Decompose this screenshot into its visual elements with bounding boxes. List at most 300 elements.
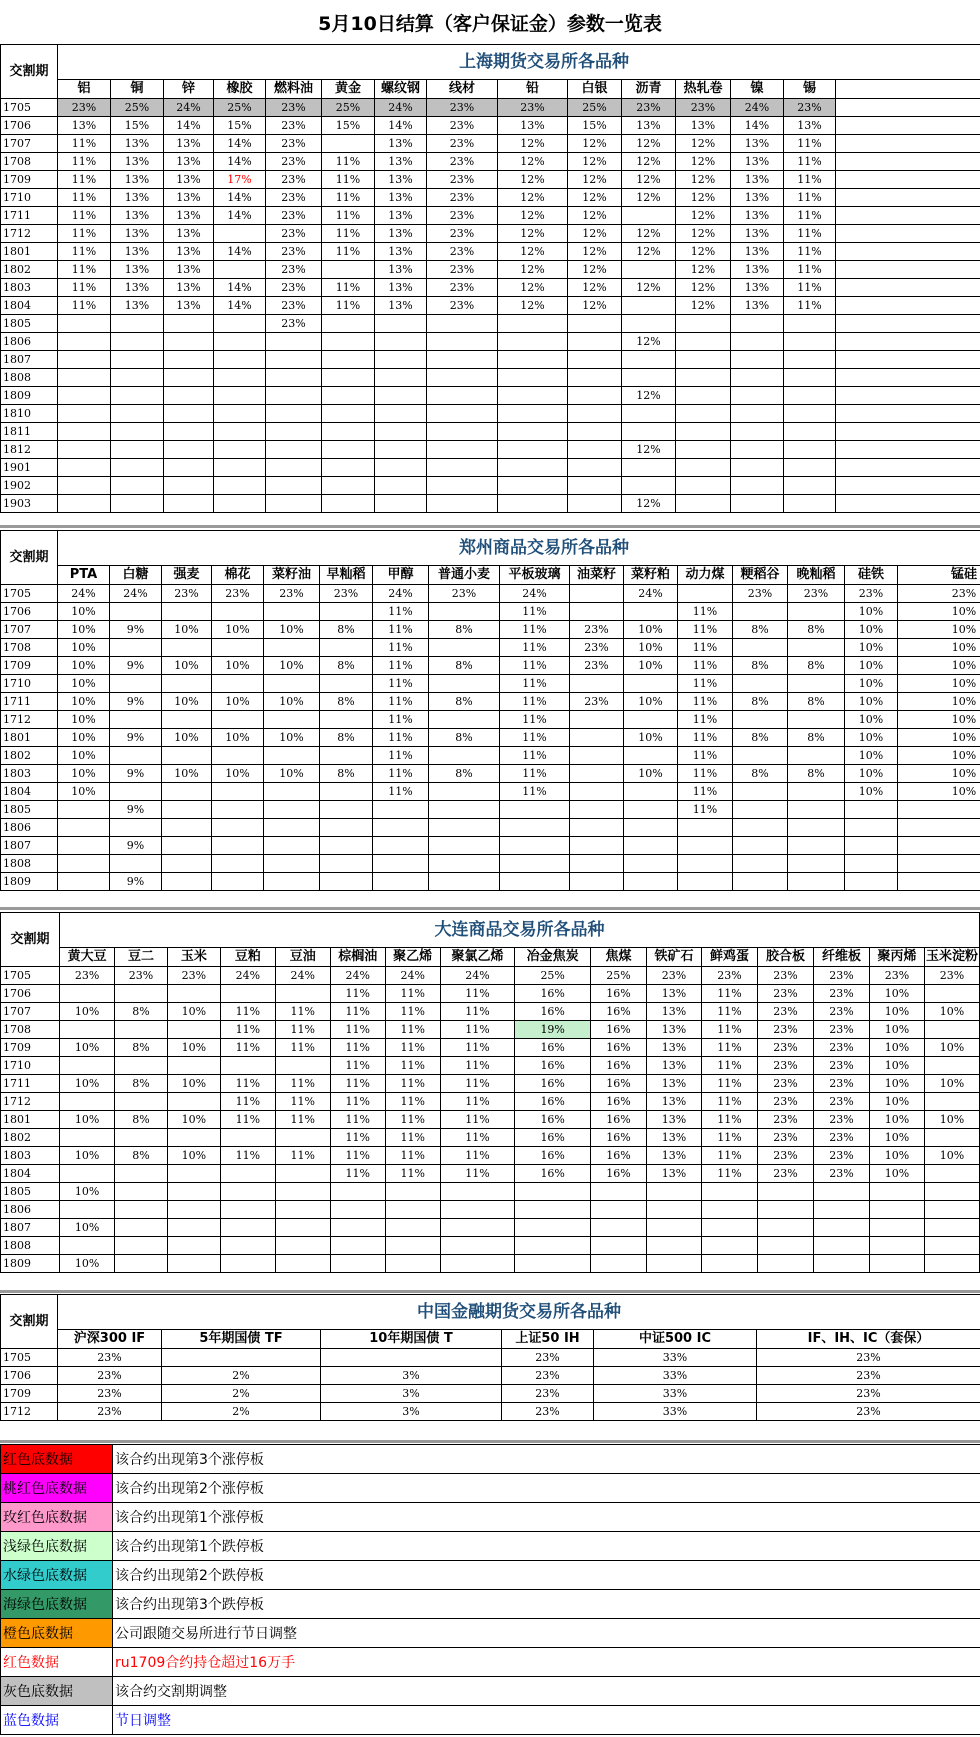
margin-rate-cell: 23% (869, 967, 924, 985)
margin-rate-cell: 33% (594, 1385, 757, 1403)
delivery-month: 1705 (1, 1349, 58, 1367)
margin-rate-cell (898, 819, 980, 837)
margin-rate-cell: 25% (591, 967, 647, 985)
table-row (1, 1385, 980, 1403)
delivery-month: 1803 (1, 279, 58, 297)
delivery-month: 1709 (1, 657, 58, 675)
margin-rate-cell: 12% (568, 189, 622, 207)
margin-rate-cell (731, 315, 784, 333)
margin-rate-cell (385, 1183, 440, 1201)
delivery-month: 1903 (1, 495, 58, 513)
margin-rate-cell: 33% (594, 1349, 757, 1367)
margin-rate-cell (214, 477, 266, 495)
product-name: 5年期国债 TF (162, 1330, 321, 1349)
margin-rate-cell: 14% (214, 279, 266, 297)
margin-rate-cell: 23% (427, 135, 498, 153)
margin-rate-cell: 23% (58, 1367, 162, 1385)
margin-rate-cell (115, 1219, 168, 1237)
margin-rate-cell (167, 1129, 220, 1147)
delivery-month: 1804 (1, 1165, 60, 1183)
margin-rate-cell: 10% (58, 603, 110, 621)
delivery-month: 1804 (1, 783, 58, 801)
margin-rate-cell: 13% (375, 207, 427, 225)
margin-rate-cell: 12% (498, 171, 568, 189)
margin-rate-cell: 23% (264, 585, 320, 603)
margin-rate-cell: 11% (678, 603, 733, 621)
margin-rate-cell (622, 477, 676, 495)
margin-rate-cell (568, 333, 622, 351)
margin-rate-cell: 10% (624, 621, 678, 639)
table-row (1, 1367, 980, 1385)
margin-rate-cell (591, 1183, 647, 1201)
margin-rate-cell (58, 801, 110, 819)
table-row (1, 243, 980, 261)
delivery-month: 1810 (1, 405, 58, 423)
delivery-month: 1812 (1, 441, 58, 459)
margin-rate-cell: 11% (678, 729, 733, 747)
margin-rate-cell: 11% (784, 153, 836, 171)
margin-rate-cell: 12% (676, 243, 731, 261)
margin-rate-cell (220, 1255, 275, 1273)
margin-rate-cell (115, 1255, 168, 1273)
margin-rate-cell: 10% (624, 693, 678, 711)
margin-rate-cell: 23% (427, 297, 498, 315)
margin-rate-cell: 16% (591, 1093, 647, 1111)
margin-rate-cell (58, 495, 111, 513)
margin-rate-cell: 12% (676, 189, 731, 207)
margin-rate-cell (845, 801, 898, 819)
margin-rate-cell: 13% (58, 117, 111, 135)
margin-rate-cell (624, 819, 678, 837)
margin-rate-cell (788, 603, 845, 621)
margin-rate-cell (320, 603, 373, 621)
margin-rate-cell (624, 603, 678, 621)
product-name: 锰硅 (898, 566, 980, 585)
margin-rate-cell: 23% (813, 1003, 869, 1021)
margin-rate-cell: 13% (164, 207, 214, 225)
margin-rate-cell: 23% (757, 1093, 813, 1111)
legend-description: 该合约交割期调整 (113, 1677, 980, 1706)
margin-rate-cell: 14% (214, 297, 266, 315)
margin-rate-cell: 8% (320, 765, 373, 783)
margin-rate-cell: 10% (58, 693, 110, 711)
margin-rate-cell: 12% (498, 207, 568, 225)
margin-rate-cell: 23% (757, 1165, 813, 1183)
margin-rate-cell (500, 801, 570, 819)
margin-rate-cell: 10% (624, 729, 678, 747)
margin-rate-cell: 10% (898, 765, 980, 783)
delivery-period-header: 交割期 (1, 531, 58, 585)
margin-rate-cell (898, 873, 980, 891)
margin-rate-cell: 10% (60, 1147, 115, 1165)
margin-rate-cell (373, 801, 429, 819)
margin-rate-cell (60, 1201, 115, 1219)
shfe-table-block (0, 44, 980, 513)
margin-rate-cell: 11% (701, 1129, 757, 1147)
margin-rate-cell (788, 675, 845, 693)
margin-rate-cell (498, 369, 568, 387)
margin-rate-cell (788, 837, 845, 855)
margin-rate-cell (214, 315, 266, 333)
margin-rate-cell: 10% (60, 1075, 115, 1093)
margin-rate-cell: 10% (60, 1039, 115, 1057)
delivery-month: 1809 (1, 873, 58, 891)
margin-rate-cell: 11% (678, 711, 733, 729)
margin-rate-cell: 24% (330, 967, 385, 985)
margin-rate-cell (924, 1021, 979, 1039)
table-row (1, 585, 980, 603)
margin-rate-cell: 8% (733, 693, 788, 711)
margin-rate-cell: 13% (731, 297, 784, 315)
margin-rate-cell: 11% (58, 279, 111, 297)
margin-rate-cell (375, 369, 427, 387)
margin-rate-cell (266, 369, 322, 387)
margin-rate-cell (429, 711, 500, 729)
margin-rate-cell (58, 819, 110, 837)
legend-description: 该合约出现第3个涨停板 (113, 1445, 980, 1474)
margin-rate-cell: 12% (568, 225, 622, 243)
margin-rate-cell (788, 639, 845, 657)
margin-rate-cell: 23% (733, 585, 788, 603)
margin-rate-cell (498, 423, 568, 441)
margin-rate-cell: 23% (266, 261, 322, 279)
table-row (1, 441, 980, 459)
margin-rate-cell: 24% (58, 585, 110, 603)
product-name: 豆粕 (220, 948, 275, 967)
margin-rate-cell: 25% (515, 967, 591, 985)
empty-cell (836, 315, 980, 333)
margin-rate-cell: 12% (676, 225, 731, 243)
margin-rate-cell: 16% (591, 1165, 647, 1183)
margin-rate-cell: 11% (58, 243, 111, 261)
empty-cell (836, 225, 980, 243)
margin-rate-cell (264, 711, 320, 729)
legend-description: 节日调整 (113, 1706, 980, 1735)
margin-rate-cell: 24% (624, 585, 678, 603)
margin-rate-cell: 11% (701, 1021, 757, 1039)
margin-rate-cell: 13% (111, 261, 164, 279)
margin-rate-cell (212, 675, 264, 693)
margin-rate-cell (498, 387, 568, 405)
margin-rate-cell: 10% (624, 765, 678, 783)
margin-rate-cell: 11% (385, 1039, 440, 1057)
delivery-month: 1706 (1, 117, 58, 135)
margin-rate-cell (500, 837, 570, 855)
legend-row (1, 1503, 980, 1532)
margin-rate-cell: 10% (845, 693, 898, 711)
margin-rate-cell (624, 747, 678, 765)
legend-row (1, 1648, 980, 1677)
margin-rate-cell: 13% (731, 225, 784, 243)
section-divider (0, 1290, 980, 1293)
margin-rate-cell: 23% (427, 261, 498, 279)
margin-rate-cell: 10% (924, 1111, 979, 1129)
delivery-month: 1811 (1, 423, 58, 441)
product-name: 聚氯乙烯 (440, 948, 515, 967)
margin-rate-cell: 23% (784, 99, 836, 117)
margin-rate-cell: 10% (869, 1093, 924, 1111)
margin-rate-cell: 11% (322, 243, 375, 261)
margin-rate-cell (375, 405, 427, 423)
margin-rate-cell: 23% (898, 585, 980, 603)
margin-rate-cell: 11% (330, 1093, 385, 1111)
margin-rate-cell: 11% (322, 225, 375, 243)
table-row (1, 1021, 980, 1039)
margin-rate-cell: 19% (515, 1021, 591, 1039)
margin-rate-cell (162, 873, 212, 891)
product-header-row (1, 80, 980, 99)
margin-rate-cell: 16% (515, 1057, 591, 1075)
margin-rate-cell: 13% (647, 1075, 702, 1093)
margin-rate-cell (115, 1021, 168, 1039)
margin-rate-cell: 10% (58, 639, 110, 657)
delivery-month: 1806 (1, 333, 58, 351)
delivery-period-header: 交割期 (1, 913, 60, 967)
margin-rate-cell: 23% (266, 99, 322, 117)
legend-row (1, 1619, 980, 1648)
margin-rate-cell: 11% (330, 1003, 385, 1021)
margin-rate-cell: 23% (266, 189, 322, 207)
margin-rate-cell: 13% (375, 153, 427, 171)
margin-rate-cell: 10% (167, 1111, 220, 1129)
margin-rate-cell: 23% (757, 1129, 813, 1147)
product-name: 棉花 (212, 566, 264, 585)
margin-rate-cell: 8% (788, 693, 845, 711)
margin-rate-cell: 23% (58, 1349, 162, 1367)
table-row (1, 477, 980, 495)
product-name: 强麦 (162, 566, 212, 585)
margin-rate-cell: 13% (647, 1129, 702, 1147)
margin-rate-cell (330, 1237, 385, 1255)
margin-rate-cell: 11% (330, 1039, 385, 1057)
margin-rate-cell: 11% (322, 189, 375, 207)
margin-rate-cell: 13% (164, 225, 214, 243)
margin-rate-cell: 8% (429, 765, 500, 783)
margin-rate-cell: 23% (622, 99, 676, 117)
margin-rate-cell: 16% (591, 1111, 647, 1129)
margin-rate-cell (788, 819, 845, 837)
margin-rate-cell (731, 495, 784, 513)
margin-rate-cell (570, 783, 624, 801)
table-row (1, 495, 980, 513)
section-divider (0, 1440, 980, 1443)
margin-rate-cell: 2% (162, 1385, 321, 1403)
empty-cell (836, 423, 980, 441)
margin-rate-cell (731, 369, 784, 387)
margin-rate-cell (214, 405, 266, 423)
table-row (1, 1255, 980, 1273)
section-divider (0, 907, 980, 910)
margin-rate-cell (322, 387, 375, 405)
margin-rate-cell: 10% (845, 621, 898, 639)
margin-rate-cell: 11% (330, 1057, 385, 1075)
margin-rate-cell (757, 1219, 813, 1237)
margin-rate-cell (264, 675, 320, 693)
margin-rate-cell: 10% (898, 657, 980, 675)
margin-rate-cell (898, 801, 980, 819)
margin-rate-cell (788, 747, 845, 765)
table-row (1, 1039, 980, 1057)
margin-rate-cell (676, 333, 731, 351)
margin-rate-cell: 11% (322, 207, 375, 225)
margin-rate-cell: 23% (167, 967, 220, 985)
table-row (1, 171, 980, 189)
section-divider (0, 525, 980, 528)
margin-rate-cell: 23% (757, 1403, 980, 1421)
product-name: 菜籽油 (264, 566, 320, 585)
table-row (1, 985, 980, 1003)
margin-rate-cell (167, 1165, 220, 1183)
product-name: 线材 (427, 80, 498, 99)
margin-rate-cell (111, 477, 164, 495)
delivery-month: 1711 (1, 693, 58, 711)
delivery-month: 1802 (1, 261, 58, 279)
margin-rate-cell: 11% (373, 765, 429, 783)
margin-rate-cell (212, 873, 264, 891)
table-row (1, 1129, 980, 1147)
margin-rate-cell (869, 1183, 924, 1201)
delivery-period-header: 交割期 (1, 1295, 58, 1349)
margin-rate-cell: 11% (275, 1003, 330, 1021)
margin-rate-cell: 33% (594, 1367, 757, 1385)
margin-rate-cell: 24% (440, 967, 515, 985)
margin-rate-cell: 10% (869, 1021, 924, 1039)
margin-rate-cell (676, 387, 731, 405)
legend-row (1, 1474, 980, 1503)
margin-rate-cell (220, 1129, 275, 1147)
margin-rate-cell (678, 873, 733, 891)
margin-rate-cell (568, 441, 622, 459)
margin-rate-cell: 10% (898, 729, 980, 747)
margin-rate-cell: 10% (869, 1111, 924, 1129)
margin-rate-cell (591, 1237, 647, 1255)
product-name: 棕榈油 (330, 948, 385, 967)
margin-rate-cell (220, 1057, 275, 1075)
margin-rate-cell (570, 711, 624, 729)
margin-rate-cell (58, 477, 111, 495)
product-name: 甲醇 (373, 566, 429, 585)
margin-rate-cell (429, 837, 500, 855)
margin-rate-cell: 10% (162, 621, 212, 639)
margin-rate-cell: 13% (375, 279, 427, 297)
margin-rate-cell: 23% (502, 1385, 594, 1403)
margin-rate-cell: 11% (440, 985, 515, 1003)
margin-rate-cell (322, 495, 375, 513)
margin-rate-cell (622, 369, 676, 387)
margin-rate-cell (167, 1057, 220, 1075)
margin-rate-cell: 13% (731, 207, 784, 225)
margin-rate-cell: 8% (788, 765, 845, 783)
table-row (1, 855, 980, 873)
margin-rate-cell (162, 837, 212, 855)
margin-rate-cell: 11% (440, 1147, 515, 1165)
margin-rate-cell (164, 387, 214, 405)
product-name: 黄大豆 (60, 948, 115, 967)
empty-cell (836, 117, 980, 135)
margin-rate-cell (568, 405, 622, 423)
margin-rate-cell: 16% (591, 1039, 647, 1057)
margin-rate-cell (375, 315, 427, 333)
margin-rate-cell (869, 1255, 924, 1273)
margin-rate-cell (266, 477, 322, 495)
margin-rate-cell (624, 711, 678, 729)
margin-rate-cell: 11% (385, 1165, 440, 1183)
delivery-month: 1708 (1, 639, 58, 657)
margin-rate-cell (429, 801, 500, 819)
margin-rate-cell (60, 1057, 115, 1075)
margin-rate-cell: 13% (647, 1039, 702, 1057)
margin-rate-cell: 10% (869, 1057, 924, 1075)
margin-rate-cell: 8% (429, 729, 500, 747)
margin-rate-cell: 13% (731, 171, 784, 189)
margin-rate-cell: 10% (869, 1147, 924, 1165)
margin-rate-cell: 23% (266, 153, 322, 171)
margin-rate-cell (320, 783, 373, 801)
margin-rate-cell (678, 855, 733, 873)
empty-cell (836, 261, 980, 279)
legend-swatch-label: 浅绿色底数据 (1, 1532, 113, 1561)
delivery-month: 1706 (1, 603, 58, 621)
margin-rate-cell: 11% (373, 657, 429, 675)
margin-rate-cell: 11% (784, 225, 836, 243)
delivery-month: 1710 (1, 675, 58, 693)
margin-rate-cell (570, 819, 624, 837)
margin-rate-cell (373, 855, 429, 873)
margin-rate-cell: 13% (731, 189, 784, 207)
margin-rate-cell: 11% (220, 1003, 275, 1021)
margin-rate-cell: 11% (275, 1021, 330, 1039)
margin-rate-cell (429, 675, 500, 693)
margin-rate-cell (60, 985, 115, 1003)
margin-rate-cell (164, 477, 214, 495)
margin-rate-cell: 13% (647, 1003, 702, 1021)
margin-rate-cell: 10% (845, 729, 898, 747)
margin-rate-cell (264, 819, 320, 837)
margin-rate-cell: 11% (678, 675, 733, 693)
table-row (1, 189, 980, 207)
margin-rate-cell: 13% (647, 1165, 702, 1183)
margin-rate-cell: 23% (498, 99, 568, 117)
delivery-month: 1710 (1, 1057, 60, 1075)
delivery-period-header: 交割期 (1, 45, 58, 99)
table-row (1, 765, 980, 783)
margin-rate-cell: 3% (321, 1367, 502, 1385)
margin-rate-cell (570, 765, 624, 783)
margin-rate-cell (624, 873, 678, 891)
margin-rate-cell (733, 639, 788, 657)
legend-swatch-label: 桃红色底数据 (1, 1474, 113, 1503)
margin-rate-cell (676, 369, 731, 387)
margin-rate-cell (58, 369, 111, 387)
margin-rate-cell (322, 405, 375, 423)
margin-rate-cell: 10% (924, 1003, 979, 1021)
margin-rate-cell: 16% (515, 985, 591, 1003)
margin-rate-cell: 10% (845, 639, 898, 657)
margin-rate-cell (498, 441, 568, 459)
margin-rate-cell (322, 423, 375, 441)
table-row (1, 279, 980, 297)
margin-rate-cell: 13% (164, 243, 214, 261)
margin-rate-cell (385, 1237, 440, 1255)
margin-rate-cell (813, 1201, 869, 1219)
margin-rate-cell (220, 1183, 275, 1201)
margin-rate-cell (701, 1219, 757, 1237)
margin-rate-cell: 11% (678, 621, 733, 639)
margin-rate-cell (784, 459, 836, 477)
margin-rate-cell: 13% (164, 153, 214, 171)
margin-rate-cell (164, 369, 214, 387)
margin-rate-cell (58, 387, 111, 405)
